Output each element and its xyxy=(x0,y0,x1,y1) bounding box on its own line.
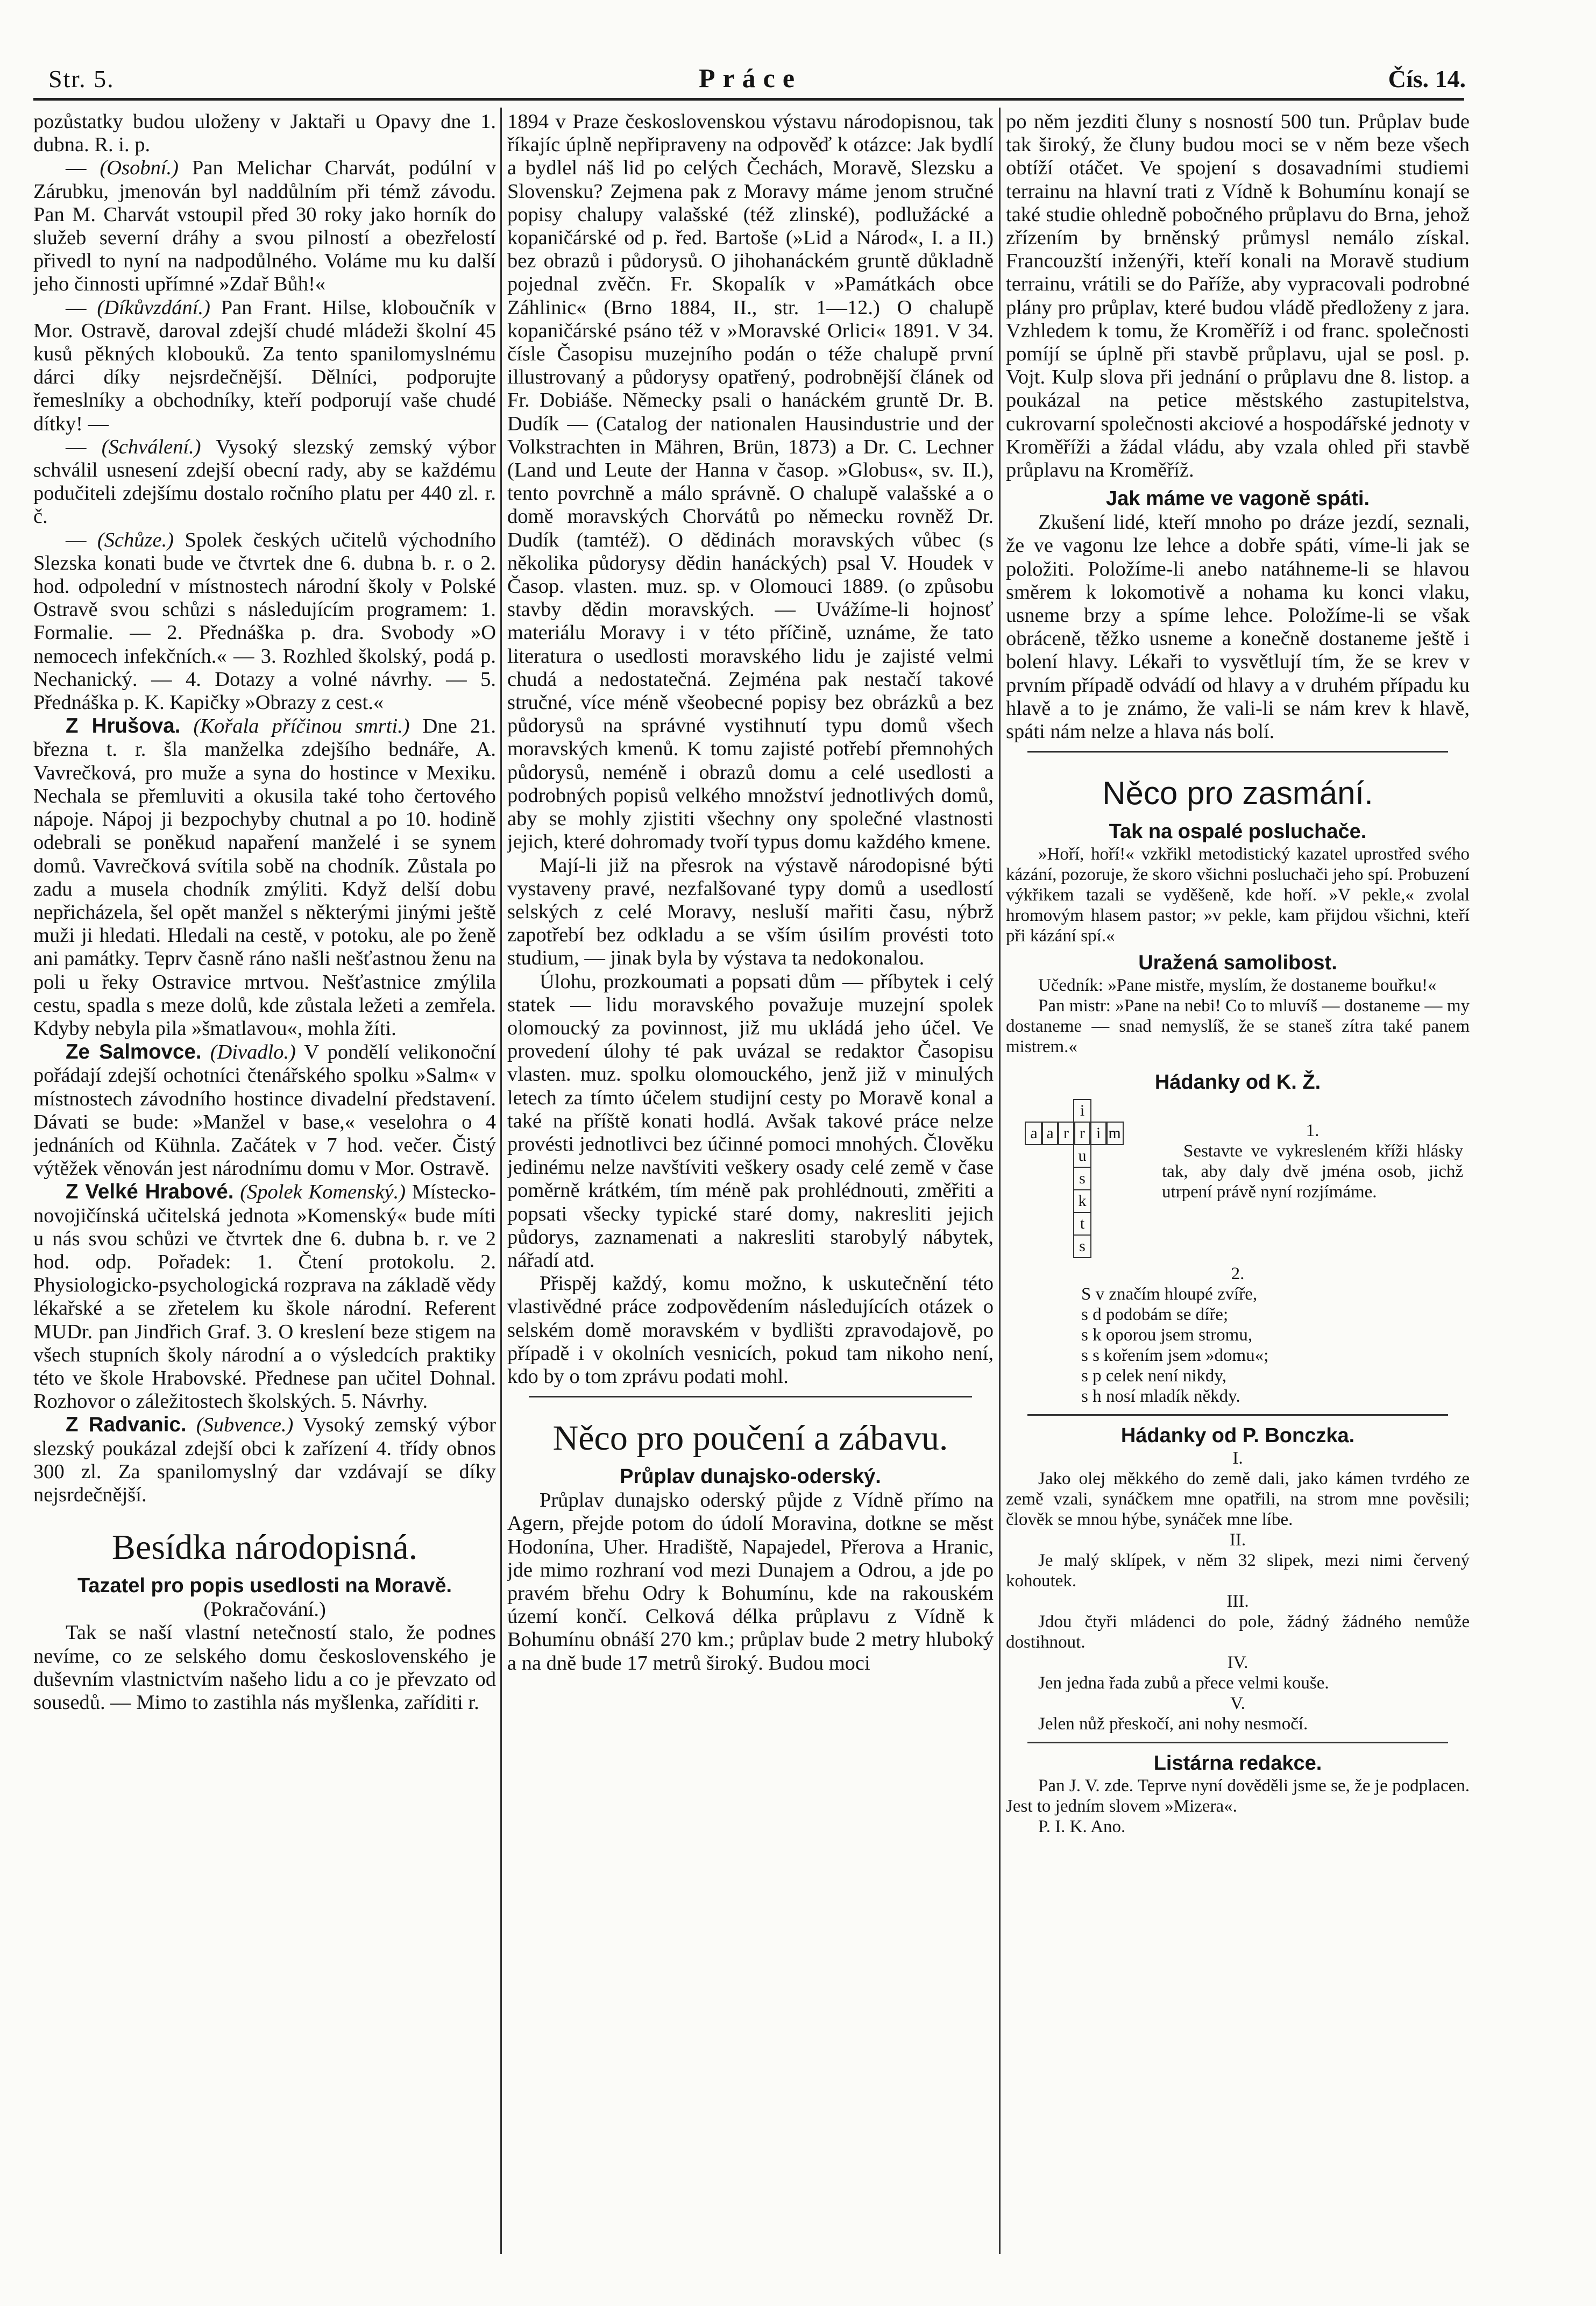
section-subtitle: Hádanky od P. Bonczka. xyxy=(1120,1424,1355,1448)
section-subtitle: Uražená samolibost. xyxy=(1138,952,1337,975)
cross-cell: i xyxy=(1089,1122,1108,1145)
puzzle-line: S v značím hloupé zvíře, xyxy=(1081,1285,1258,1304)
column-divider xyxy=(999,108,1001,2254)
cross-cell: u xyxy=(1073,1144,1091,1168)
section-divider xyxy=(1027,1414,1448,1416)
puzzle-line: s s kořením jsem »domu«; xyxy=(1081,1346,1269,1366)
column-divider xyxy=(500,108,502,2254)
article-paragraph: 1894 v Praze československou výstavu národopisnou, tak říkajíc úplně nepřipraveny na odpověď k otázce: Jak bydlí a bydlel náš lid po celých Čechách, Moravě, Slezsku a Slovensku? Zejmena pak z Moravy máme jenom stručné popisy chalupy valašské (též zlinské), podlužácké a kopaničárské od p. řed. Bartoše (»Lid a Národ«, I. a II.) bez obrazů i půdorysů. O jihohanáckém gruntě důkladně pojednal zvěčn. Fr. Skopalík v »Památkách obce Záhlinic« (Brno 1884, II., str. 1—12.) O chalupě kopaničárské psáno též v »Moravské Orlici« 1891. V 34. čísle Časopisu muzejního podán o téže chalupě první illustrovaný a půdorysy opatřený, podrobnější článek od Fr. Dobiáše. Německy psali o hanáckém gruntě Dr. B. Dudík — (Catalog der nationalen Hausindustrie und der Volkstrachten in Mähren, Brün, 1873) a Dr. C. Lechner (Land und Leute der Hanna v časop. »Globus«, sv. II.), tento povrchně a málo správně. O chalupě valašské a o domě moravských Chorvátů po německu rovněž Dr. Dudík (tamtéž). O dědinách moravských vůbec (s několika půdorysy dědin hanáckých) psal V. Houdek v Časop. vlasten. muz. sp. v Olomouci 1889. (o způsobu stavby dědin moravských. — Uvážíme-li hojnosť materiálu Moravy i v této příčině, uznáme, že tato literatura o usedlosti moravského lidu je zajisté velmi chudá a nedostatečná. Zejména pak nestačí takové stručné, více méně všeobecné popisy bez obrázků a bez půdorysů na správné vystihnutí typu domů všech moravských kmenů. K tomu zajisté potřebí přemnohých půdorysů, neméně i obrazů domu a celé usedlosti a podrobných popisů velkého množství jednotlivých domů, aby se mohly zjistiti všechny ony společné vlastnosti jejich, které dohromady tvoří typus domu každého kmene. xyxy=(507,110,994,854)
article-paragraph: — (Osobní.) Pan Melichar Charvát, podúlní v Zárubku, jmenován byl naddůlním při témž závodu. Pan M. Charvát vstoupil před 30 roky jako horník do služeb severní dráhy a svou pilností a obezřelostí přivedl to nyní na nadpodůlného. Voláme mu ku další jeho činnosti upřímné »Zdař Bůh!« xyxy=(33,157,496,296)
article-paragraph: — (Schůze.) Spolek českých učitelů východního Slezska konati bude ve čtvrtek dne 6. dubna b. r. o 2. hod. odpolední v místnostech národní školy v Polské Ostravě svou schůzi s následujícím programem: 1. Formalie. — 2. Přednáška p. dra. Svobody »O nemocech infekčních.« — 3. Rozhled školský, podá p. Nechanický. — 4. Dotazy a volné návrhy. — 5. Přednáška p. K. Kapičky »Obrazy z cest.« xyxy=(33,528,496,714)
header-rule xyxy=(33,98,1464,101)
article-paragraph: Zkušení lidé, kteří mnoho po dráze jezdí, seznali, že ve vagonu lze lehce a dobře spáti, víme-li jak se položiti. Položíme-li anebo natáhneme-li se hlavou směrem k lokomotivě a nohama ku konci vlaku, usneme brzy a spíme lehce. Položíme-li se však obráceně, těžko usneme a konečně dostaneme ještě i bolení hlavy. Lékaři to vysvětlují tím, že se krev v prvním případě odvádí od hlavy a v druhém případu ku hlavě a to je známo, že vali-li se nám krev k hlavě, spáti nám nelze a hlava nás bolí. xyxy=(1006,511,1470,743)
section-title: Něco pro poučení a zábavu. xyxy=(552,1418,948,1458)
section-subtitle: Tazatel pro popis usedlosti na Moravě. xyxy=(77,1574,452,1598)
cross-cell: i xyxy=(1073,1099,1091,1123)
continuation-note: (Pokračování.) xyxy=(203,1598,326,1621)
column-3 xyxy=(1006,110,1470,2278)
section-subtitle: Průplav dunajsko-oderský. xyxy=(620,1465,881,1488)
puzzle-line: s k oporou jsem stromu, xyxy=(1081,1325,1253,1345)
puzzle-cross xyxy=(1006,1099,1470,1260)
joke-paragraph: Pan mistr: »Pane na nebi! Co to mluvíš — dostaneme — my dostaneme — snad nemyslíš, že se staneš zítra také panem mistrem.« xyxy=(1006,996,1470,1057)
issue-number: Čís. 14. xyxy=(1388,65,1466,93)
puzzle-number: 2. xyxy=(1231,1264,1245,1284)
puzzle-line: s d podobám se díře; xyxy=(1081,1305,1229,1325)
article-paragraph: Přispěj každý, komu možno, k uskutečnění této vlastivědné práce zodpovědením následujících otázek o selském domě moravském v bydlišti zpravodajově, po případě i v okolních vesnicích, pokud tam nikoho není, kdo by o tom zprávu podati mohl. xyxy=(507,1272,994,1388)
riddle-text: Jdou čtyři mládenci do pole, žádný žádného nemůže dostihnout. xyxy=(1006,1612,1470,1652)
section-divider xyxy=(529,1396,972,1397)
section-subtitle: Hádanky od K. Ž. xyxy=(1154,1071,1321,1094)
cross-cell: k xyxy=(1073,1189,1091,1213)
puzzle-lines xyxy=(1006,1284,1470,1407)
riddle-text: Jelen nůž přeskočí, ani nohy nesmočí. xyxy=(1038,1714,1308,1734)
riddle-number: IV. xyxy=(1227,1653,1249,1673)
article-paragraph: Ze Salmovce. (Divadlo.) V pondělí velikonoční pořádají zdejší ochotníci čtenářského spolku »Salm« v místnostech závodního hostince divadelní představení. Dávati se bude: »Manžel v base,« veselohra o 4 jednáních od Kühnla. Začátek v 7 hod. večer. Čistý výtěžek věnován jest národnímu domu v Mor. Ostravě. xyxy=(33,1040,496,1180)
article-paragraph: — (Schválení.) Vysoký slezský zemský výbor schválil usnesení zdejší obecní rady, aby se každému podučiteli zdejšímu dostalo ročního platu per 440 zl. r. č. xyxy=(33,435,496,528)
article-paragraph: po něm jezditi čluny s nosností 500 tun. Průplav bude tak široký, že čluny budou moci se v něm beze všech obtíží otáčet. Ve spojení s dosavadními studiemi terrainu na hlavní trati z Vídně k Bohumínu konají se také studie ohledně pobočného průplavu do Brna, jehož zřízením by brněnský průmysl nemálo získal. Francouzští inženýři, kteří konali na Moravě studium terrainu, vrátili se do Paříže, aby vypracovali podrobné plány pro průplav, které budou vládě předloženy z jara. Vzhledem k tomu, že Kroměříž i od franc. společnosti pomíjí se úplně při stavbě průplavu, ujal se posl. p. Vojt. Kulp slova při jednání o průplavu dne 8. listop. a poukázal na petice městského zastupitelstva, cukrovarní společnosti akciové a hospodářské jednoty v Kroměříži a žádal vládu, aby vzala ohled při stavbě průplavu na Kroměříž. xyxy=(1006,110,1470,482)
riddle-number: II. xyxy=(1229,1530,1246,1550)
newspaper-title: Práce xyxy=(698,63,803,93)
letter-reply: P. I. K. Ano. xyxy=(1038,1817,1126,1837)
riddle-number: V. xyxy=(1230,1694,1245,1714)
riddle-text: Jen jedna řada zubů a přece velmi kouše. xyxy=(1038,1673,1329,1693)
section-subtitle: Listárna redakce. xyxy=(1153,1752,1322,1775)
riddle-number: III. xyxy=(1226,1592,1249,1612)
cross-cell: a xyxy=(1041,1122,1059,1145)
article-paragraph: Z Radvanic. (Subvence.) Vysoký zemský výbor slezský poukázal zdejší obci k zařízení 4. třídy obnos 300 zl. Za spanilomyslný dar vzdávají se díky nejsrdečnější. xyxy=(33,1413,496,1506)
cross-cell: m xyxy=(1105,1122,1124,1145)
column-1 xyxy=(33,110,496,2278)
section-title: Besídka národopisná. xyxy=(111,1528,418,1567)
article-paragraph: Z Velké Hrabové. (Spolek Komenský.) Místecko-novojičínská učitelská jednota »Komenský« bude míti u nás svou schůzi ve čtvrtek dne 6. dubna b. r. ve 2 hod. odp. Pořadek: 1. Čtení protokolu. 2. Physiologicko-psychologická rozprava na základě vědy lékařské a se zřetelem ku škole národní. Referent MUDr. pan Jindřich Graf. 3. O kreslení beze stigem na všech stupních školy národní a o výsledcích praktiky této ve škole Hrabovské. Přednese pan učitel Dohnal. Rozhovor o záležitostech školských. 5. Návrhy. xyxy=(33,1180,496,1413)
cross-cell: t xyxy=(1073,1212,1091,1236)
article-paragraph: Průplav dunajsko oderský půjde z Vídně přímo na Agern, přejde potom do údolí Moravina, dotkne se měst Hodonína, Uher. Hradiště, Napajedel, Přerova a Hranic, jde mimo rozhraní vod mezi Dunajem a Odrou, a jde po pravém břehu Odry k Bohumínu, kde na rakouském území končí. Celková délka průplavu z Vídně k Bohumínu obnáší 270 km.; průplav bude 2 metry hluboký a na dně bude 17 metrů široký. Budou moci xyxy=(507,1489,994,1674)
article-paragraph: Tak se naší vlastní netečností stalo, že podnes nevíme, co ze selského domu československého je duševním vlastnictvím našeho lidu a co je převzato od sousedů. — Mimo to zastihla nás myšlenka, zaříditi r. xyxy=(33,1621,496,1714)
cross-cell: a xyxy=(1025,1122,1043,1145)
article-paragraph: — (Díkůvzdání.) Pan Frant. Hilse, kloboučník v Mor. Ostravě, daroval zdejší chudé mládeži školní 45 kusů pěkných klobouků. Za tento spanilomyslnému dárci díky nejsrdečnější. Dělníci, podporujte řemeslníky a obchodníky, kteří podporují vaše chudé dítky! — xyxy=(33,296,496,435)
riddle-number: I. xyxy=(1232,1449,1243,1468)
article-paragraph: pozůstatky budou uloženy v Jaktaři u Opavy dne 1. dubna. R. i. p. xyxy=(33,110,496,157)
page-header xyxy=(30,59,1471,97)
section-divider xyxy=(1027,751,1448,753)
letter-reply: Pan J. V. zde. Teprve nyní dověděli jsme se, že je podplacen. Jest to jedním slovem »Mizera«. xyxy=(1006,1776,1470,1817)
puzzle-line: s p celek není nikdy, xyxy=(1081,1366,1227,1386)
cross-cell: r xyxy=(1073,1122,1091,1145)
riddle-text: Jako olej měkkého do země dali, jako kámen tvrdého ze země vzali, synáčkem mne opatřili, na strom mne pověsili; člověk se mnou hýbe, synáček mne líbe. xyxy=(1006,1469,1470,1530)
article-paragraph: Mají-li již na přesrok na výstavě národopisné býti vystaveny pravé, nezfalšované typy domů a usedlostí selských z celé Moravy, nesluší mařiti času, nýbrž zapotřebí bez odkladu a se vším úsilím provésti toto studium, — jinak byla by výstava ta nedokonalou. xyxy=(507,854,994,970)
section-subtitle: Jak máme ve vagoně spáti. xyxy=(1105,487,1370,510)
article-paragraph: Úlohu, prozkoumati a popsati dům — příbytek i celý statek — lidu moravského považuje muzejní spolek olomoucký za povinnost, již mu ukládá jeho účel. Ve provedení úlohy té pak uvázal se redaktor Časopisu vlasten. muz. spolku olomouckého, jenž již v minulých letech za tímto účelem studijní cesty po Moravě konal a také na příště konati hodlá. Avšak takové práce nelze provésti jednotlivci bez účinné pomoci mnohých. Člověku jedinému nelze navštíviti veškery osady celé země v čase poměrně krátkém, tím méně pak prohlédnouti, změřiti a popsati všecky typické staré domy, nakresliti jejich půdorys, zaznamenati a nakresliti starobylý nábytek, nářadí atd. xyxy=(507,970,994,1272)
cross-cell: r xyxy=(1057,1122,1075,1145)
puzzle-text: 1. Sestavte ve vykresleném kříži hlásky tak, aby daly dvě jména osob, jichž utrpení právě nyní rozjímáme. xyxy=(1162,1121,1463,1202)
section-subtitle: Tak na ospalé posluchače. xyxy=(1109,820,1367,843)
page-number: Str. 5. xyxy=(48,65,115,93)
riddle-text: Je malý sklípek, v něm 32 slipek, mezi nimi červený kohoutek. xyxy=(1006,1551,1470,1591)
joke-paragraph: Učedník: »Pane mistře, myslím, že dostaneme bouřku!« xyxy=(1038,976,1437,996)
cross-cell: s xyxy=(1073,1167,1091,1190)
section-title: Něco pro zasmání. xyxy=(1102,775,1373,812)
joke-paragraph: »Hoří, hoří!« vzkřikl metodistický kazatel uprostřed svého kázání, pozoruje, že skoro všichni posluchači jeho spí. Probuzení výkřikem tazali se vyděšeně, kde hoří. »V pekle,« zvolal hromovým hlasem pastor; »v pekle, kam přijdou všichni, kteří při kázání spí.« xyxy=(1006,845,1470,946)
article-paragraph: Z Hrušova. (Kořala příčinou smrti.) Dne 21. března t. r. šla manželka zdejšího bednáře, A. Vavrečková, pro muže a syna do hostince v Mexiku. Nechala se přemluviti a okusila také toho čertového nápoje. Nápoj ji bezpochyby chutnal a po 10. hodině odebrali se poněkud napaření manželé i se synem domů. Vavrečková svítila sobě na chodník. Zůstala po zadu a musela chodník zmýliti. Když delší dobu nepřicházela, šel opět manžel s některými jinými ještě muži ji hledati. Hledali na cestě, v potoku, ale po ženě ani památky. Teprv časně ráno našli nešťastnou ženu na poli u řeky Ostravice mrtvou. Nešťastnice zmýlila cestu, spadla s meze dolů, kde zůstala ležeti a zemřela. Kdyby nebyla pila »šmatlavou«, mohla žíti. xyxy=(33,714,496,1040)
cross-cell: s xyxy=(1073,1234,1091,1258)
section-divider xyxy=(1027,1742,1448,1743)
column-2 xyxy=(507,110,994,2278)
puzzle-line: s h nosí mladík někdy. xyxy=(1081,1387,1240,1407)
